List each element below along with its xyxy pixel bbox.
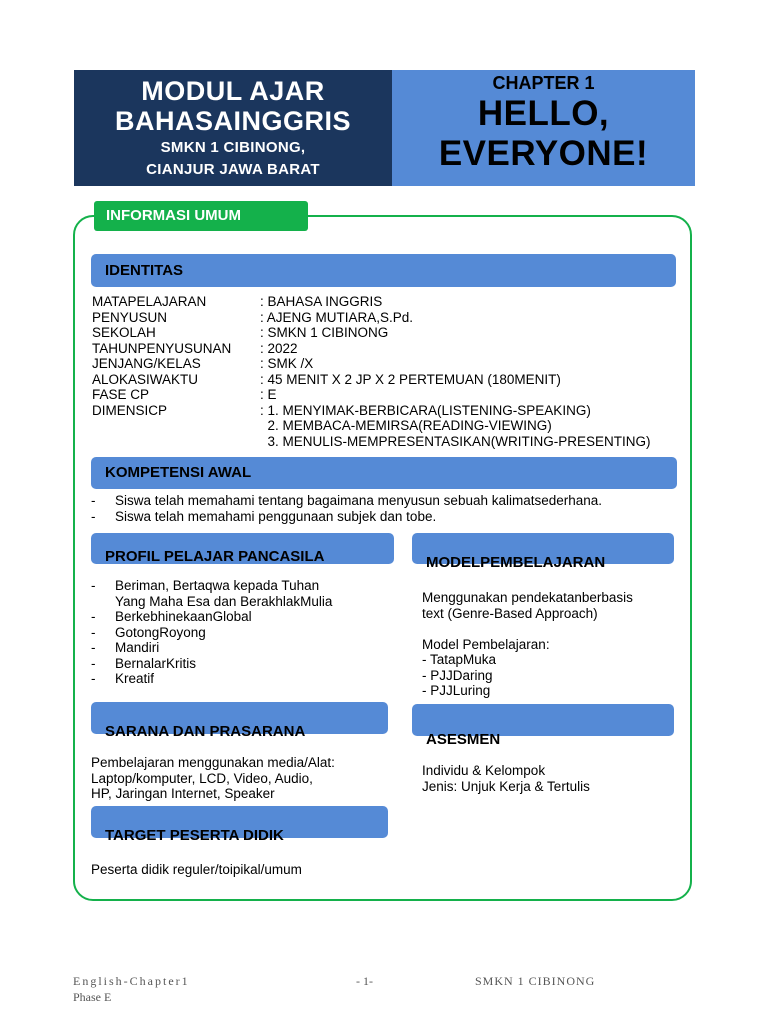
page-number: - 1-	[356, 974, 373, 988]
info-umum-tab: INFORMASI UMUM	[94, 201, 308, 231]
chapter-title-line1: HELLO,	[477, 94, 610, 133]
list-item	[91, 493, 681, 509]
list-item: - BernalarKritis	[91, 655, 197, 671]
identitas-row	[92, 325, 682, 341]
chapter-label: CHAPTER 1	[492, 73, 595, 93]
identitas-value: : AJENG MUTIARA,S.Pd.	[260, 309, 414, 325]
asesmen-text	[422, 763, 682, 794]
identitas-key: JENJANG/KELAS	[92, 356, 201, 371]
kompetensi-list	[91, 493, 681, 524]
module-title-line1: MODUL AJAR	[141, 76, 325, 106]
list-item: - BerkebhinekaanGlobal	[91, 609, 252, 624]
target-heading: TARGET PESERTA DIDIK	[91, 806, 388, 838]
chapter-title-line2: EVERYONE!	[438, 134, 649, 173]
profil-item-6: Kreatif	[115, 671, 155, 686]
identitas-key: SEKOLAH	[92, 325, 156, 340]
asesmen-heading: ASESMEN	[412, 704, 674, 736]
model-line: - TatapMuka	[422, 652, 497, 667]
asesmen-line: Individu & Kelompok	[422, 763, 546, 778]
list-item: - GotongRoyong	[91, 624, 206, 640]
profil-item-1: Beriman, Bertaqwa kepada Tuhan	[115, 578, 320, 593]
asesmen-line: Jenis: Unjuk Kerja & Tertulis	[422, 778, 590, 794]
identitas-heading: IDENTITAS	[91, 254, 676, 287]
header-title-block	[74, 70, 392, 186]
sarana-line: HP, Jaringan Internet, Speaker	[91, 786, 275, 801]
profil-heading: PROFIL PELAJAR PANCASILA	[91, 533, 394, 564]
identitas-row	[92, 341, 682, 357]
identitas-row	[92, 434, 682, 450]
list-item: - Beriman, Bertaqwa kepada Tuhan Yang Maha Esa dan BerakhlakMulia	[91, 578, 333, 609]
identitas-row	[92, 387, 682, 403]
identitas-value: : 45 MENIT X 2 JP X 2 PERTEMUAN (180MENIT)	[260, 371, 561, 387]
identitas-value: : BAHASA INGGRIS	[260, 294, 383, 309]
model-text	[422, 590, 682, 699]
identitas-list	[92, 294, 682, 449]
identitas-key: PENYUSUN	[92, 309, 168, 325]
identitas-row	[92, 356, 682, 372]
identitas-row	[92, 310, 682, 326]
identitas-row	[92, 294, 682, 310]
bullet-dash: -	[91, 493, 96, 508]
sarana-text	[91, 755, 391, 802]
model-line: Menggunakan pendekatanberbasis	[422, 590, 633, 605]
model-line: Model Pembelajaran:	[422, 636, 550, 652]
footer-left-line1: English-Chapter1	[73, 974, 190, 988]
list-item	[91, 509, 681, 525]
identitas-value: : 1. MENYIMAK-BERBICARA(LISTENING-SPEAKING)	[260, 402, 591, 418]
identitas-key	[92, 434, 260, 450]
identitas-value: : SMKN 1 CIBINONG	[260, 325, 389, 340]
identitas-key: DIMENSICP	[92, 402, 168, 418]
profil-item-3: GotongRoyong	[115, 624, 206, 640]
school-line2: CIANJUR JAWA BARAT	[146, 161, 320, 178]
identitas-key: TAHUNPENYUSUNAN	[92, 340, 232, 356]
model-line: text (Genre-Based Approach)	[422, 605, 598, 621]
model-line: - PJJLuring	[422, 683, 491, 698]
identitas-value: 2. MEMBACA-MEMIRSA(READING-VIEWING)	[260, 418, 552, 433]
identitas-key	[92, 418, 260, 434]
identitas-value: 3. MENULIS-MEMPRESENTASIKAN(WRITING-PRESENTING)	[260, 433, 651, 449]
identitas-value: : SMK /X	[260, 356, 314, 371]
identitas-row	[92, 418, 682, 434]
footer-right: SMKN 1 CIBINONG	[475, 974, 596, 988]
kompetensi-item: Siswa telah memahami penggunaan subjek dan tobe.	[115, 508, 437, 524]
sarana-line: Laptop/komputer, LCD, Video, Audio,	[91, 770, 313, 786]
model-line: - PJJDaring	[422, 667, 493, 683]
bullet-dash: -	[91, 508, 96, 524]
profil-item-1-cont: Yang Maha Esa dan BerakhlakMulia	[115, 593, 333, 609]
identitas-row	[92, 403, 682, 419]
profil-item-2: BerkebhinekaanGlobal	[115, 609, 252, 624]
sarana-line: Pembelajaran menggunakan media/Alat:	[91, 755, 335, 770]
list-item: - Kreatif	[91, 671, 155, 686]
identitas-value: : 2022	[260, 340, 298, 356]
module-title-line2: BAHASAINGGRIS	[114, 106, 351, 136]
profil-item-5: BernalarKritis	[115, 655, 197, 671]
identitas-key: MATAPELAJARAN	[92, 294, 207, 309]
identitas-row	[92, 372, 682, 388]
identitas-value: : E	[260, 387, 277, 402]
identitas-key: ALOKASIWAKTU	[92, 371, 199, 387]
footer-left-line2: Phase E	[73, 990, 112, 1004]
identitas-key: FASE CP	[92, 387, 150, 402]
kompetensi-item: Siswa telah memahami tentang bagaimana menyusun sebuah kalimatsederhana.	[115, 493, 603, 508]
header-chapter-block	[392, 70, 695, 186]
kompetensi-heading: KOMPETENSI AWAL	[91, 457, 677, 489]
model-heading: MODELPEMBELAJARAN	[412, 533, 674, 564]
school-line1: SMKN 1 CIBINONG,	[160, 139, 306, 156]
sarana-heading: SARANA DAN PRASARANA	[91, 702, 388, 734]
profil-item-4: Mandiri	[115, 640, 160, 655]
model-spacer	[422, 621, 682, 637]
target-text: Peserta didik reguler/toipikal/umum	[91, 862, 302, 877]
list-item: - Mandiri	[91, 640, 160, 655]
profil-list	[91, 578, 391, 687]
